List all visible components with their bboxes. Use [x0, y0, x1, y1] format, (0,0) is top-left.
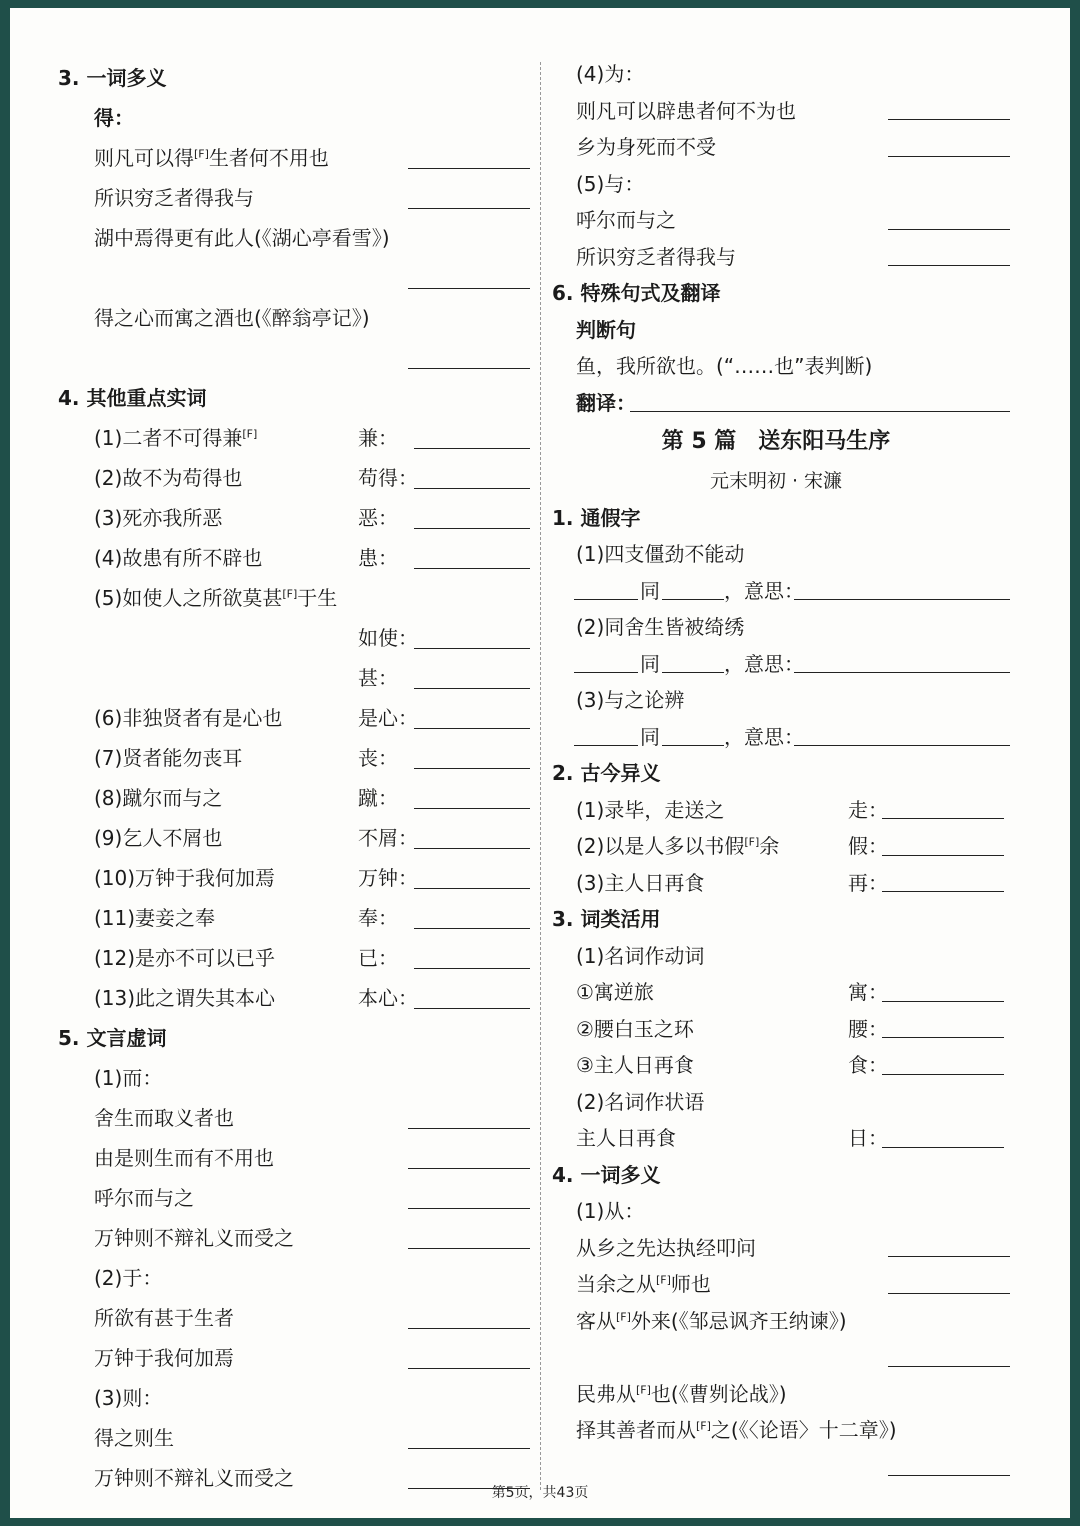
text-span: (3)主人日再食	[576, 870, 705, 895]
answer-blank[interactable]	[882, 1001, 1004, 1002]
footnote-mark: [F]	[242, 427, 258, 441]
question-row	[542, 1449, 1010, 1486]
text-span: 所识穷乏者得我与	[94, 186, 254, 210]
text-span: (4)故患有所不辟也	[94, 546, 263, 570]
text-span: 万钟：	[358, 866, 418, 890]
word-label: (4)为：	[576, 62, 645, 86]
text-span: 翻译：	[576, 390, 636, 415]
text-span: (5)如使人之所欲莫甚	[94, 586, 283, 610]
translate-row	[542, 385, 1010, 422]
answer-blank[interactable]	[882, 1147, 1004, 1148]
text-span: 乡为身死而不受	[576, 135, 716, 159]
vocab-row	[58, 498, 530, 538]
word-label: 得：	[94, 106, 134, 130]
text-span: 如使：	[358, 626, 418, 650]
answer-blank[interactable]	[882, 1074, 1004, 1075]
vocab-row	[58, 538, 530, 578]
text-span: 所识穷乏者得我与	[576, 244, 736, 269]
word-label: (5)与：	[576, 171, 645, 196]
vocab-row	[58, 898, 530, 938]
text-span: (3)死亦我所恶	[94, 506, 223, 530]
footnote-mark: [F]	[282, 587, 298, 601]
vocab-row	[58, 418, 530, 458]
question-row	[58, 1418, 530, 1458]
text-span: (9)乞人不屑也	[94, 826, 223, 850]
text-span: 食：	[848, 1053, 888, 1077]
section-title: 5. 文言虚词	[58, 1026, 167, 1050]
text-span: (2)故不为苟得也	[94, 466, 243, 490]
fill-row	[542, 719, 1010, 756]
answer-blank[interactable]	[794, 599, 1010, 600]
right-column	[542, 56, 1010, 1485]
word-label: (1)而：	[94, 1066, 163, 1090]
answer-blank[interactable]	[794, 672, 1010, 673]
footnote-mark: [F]	[744, 835, 760, 849]
text-span: 当余之从	[576, 1272, 656, 1296]
answer-blank[interactable]	[414, 928, 530, 929]
text-span: 苟得：	[358, 466, 418, 490]
section-title: 4. 其他重点实词	[58, 386, 207, 410]
vocab-row	[58, 618, 530, 658]
text-span: (1)二者不可得兼	[94, 426, 243, 450]
answer-blank[interactable]	[888, 1475, 1010, 1476]
text-span: (7)贤者能勿丧耳	[94, 746, 243, 770]
vocab-row	[58, 978, 530, 1018]
question-row: (1)四支僵劲不能动	[576, 542, 745, 566]
text-span: 寓：	[848, 980, 888, 1004]
question-row	[58, 1178, 530, 1218]
vocab-row	[58, 938, 530, 978]
answer-blank[interactable]	[408, 1328, 530, 1329]
answer-blank[interactable]	[414, 808, 530, 809]
text-span: 得之则生	[94, 1426, 174, 1450]
word-label: (2)于：	[94, 1266, 163, 1290]
footnote-mark: [F]	[656, 1273, 671, 1287]
text-span: (12)是亦不可以已乎	[94, 946, 276, 970]
question-row	[542, 1339, 1010, 1376]
text-span: (11)妻妾之奉	[94, 906, 216, 930]
text-span: (13)此之谓失其本心	[94, 986, 276, 1010]
text-span: 则凡可以辟患者何不为也	[576, 98, 796, 123]
text-span: 同	[640, 578, 660, 603]
question-row	[58, 338, 530, 378]
answer-blank[interactable]	[888, 1293, 1010, 1294]
text-span: 奉：	[358, 906, 398, 930]
text-span: 丧：	[358, 746, 398, 770]
answer-blank[interactable]	[414, 888, 530, 889]
example-sentence: 鱼，我所欲也。(“……也”表判断)	[576, 354, 873, 378]
text-span: 外来(《邹忌讽齐王纳谏》)	[630, 1308, 847, 1333]
text-span: (2)以是人多以书假	[576, 834, 745, 858]
left-column	[58, 58, 530, 1498]
text-span: 腰：	[848, 1016, 888, 1041]
question-row: (3)与之论辨	[576, 688, 685, 712]
text-span: 呼尔而与之	[94, 1186, 194, 1210]
text-span: 兼：	[358, 426, 398, 450]
column-divider	[540, 62, 541, 1490]
vocab-row	[58, 578, 530, 618]
text-span: 所欲有甚于生者	[94, 1306, 234, 1330]
answer-blank[interactable]	[408, 1168, 530, 1169]
answer-blank[interactable]	[414, 528, 530, 529]
answer-blank[interactable]	[574, 599, 638, 600]
text-span: 由是则生而有不用也	[94, 1146, 274, 1170]
answer-blank[interactable]	[408, 1448, 530, 1449]
answer-blank[interactable]	[414, 728, 530, 729]
answer-blank[interactable]	[794, 745, 1010, 746]
answer-blank[interactable]	[882, 818, 1004, 819]
question-row	[58, 1098, 530, 1138]
text-span: (10)万钟于我何加焉	[94, 866, 276, 890]
text-span: 择其善者而从	[576, 1418, 696, 1442]
text-span: 余	[759, 834, 780, 858]
subsection-title: (1)名词作动词	[576, 943, 705, 968]
text-span: 不屑：	[358, 826, 418, 850]
vocab-row	[58, 818, 530, 858]
text-span: 之(《〈论语〉十二章》)	[710, 1418, 897, 1442]
text-span: 也(《曹刿论战》)	[650, 1381, 787, 1406]
answer-blank[interactable]	[408, 288, 530, 289]
answer-blank[interactable]	[408, 1128, 530, 1129]
answer-blank[interactable]	[408, 208, 530, 209]
vocab-row	[542, 865, 1010, 902]
vocab-row	[542, 828, 1010, 865]
text-span: 日：	[848, 1126, 888, 1150]
answer-blank[interactable]	[574, 672, 638, 673]
text-span: 本心：	[358, 986, 418, 1010]
vocab-row	[58, 698, 530, 738]
footnote-mark: [F]	[616, 1309, 631, 1323]
question-row	[542, 1303, 1010, 1340]
answer-blank[interactable]	[882, 855, 1004, 856]
question-row	[542, 1376, 1010, 1413]
vocab-row	[58, 658, 530, 698]
text-span: 假：	[848, 834, 888, 858]
text-span: 客从	[576, 1308, 616, 1333]
text-span: ③主人日再食	[576, 1053, 694, 1077]
answer-blank[interactable]	[408, 1368, 530, 1369]
section-title: 6. 特殊句式及翻译	[552, 281, 721, 305]
text-span: 同	[640, 724, 660, 749]
text-span: ，意思：	[724, 578, 804, 603]
question-row	[58, 298, 530, 338]
question-row	[58, 1298, 530, 1338]
text-span: 从乡之先达执经叩问	[576, 1235, 756, 1260]
answer-blank[interactable]	[888, 229, 1010, 230]
answer-blank[interactable]	[408, 1248, 530, 1249]
vocab-row	[58, 738, 530, 778]
question-row	[58, 178, 530, 218]
text-span: 再：	[848, 870, 888, 895]
question-row	[58, 1338, 530, 1378]
question-row	[58, 138, 530, 178]
vocab-row	[542, 792, 1010, 829]
text-span: 舍生而取义者也	[94, 1106, 234, 1130]
word-label: (3)则：	[94, 1386, 163, 1410]
text-span: ②腰白玉之环	[576, 1016, 694, 1041]
answer-blank[interactable]	[888, 1256, 1010, 1257]
answer-blank[interactable]	[888, 119, 1010, 120]
answer-blank[interactable]	[408, 168, 530, 169]
text-span: 则凡可以得	[94, 146, 194, 170]
page-number: 第5页，共43页	[491, 1485, 589, 1501]
text-span: 民弗从	[576, 1381, 636, 1406]
question-row	[58, 258, 530, 298]
answer-blank[interactable]	[662, 745, 724, 746]
fill-row	[542, 646, 1010, 683]
text-span: ①寓逆旅	[576, 980, 654, 1004]
answer-blank[interactable]	[888, 1366, 1010, 1367]
text-span: 呼尔而与之	[576, 208, 676, 232]
answer-blank[interactable]	[414, 688, 530, 689]
text-span: (6)非独贤者有是心也	[94, 706, 283, 730]
answer-blank[interactable]	[408, 1208, 530, 1209]
question-row	[58, 1218, 530, 1258]
vocab-row	[58, 458, 530, 498]
subsection-title: 判断句	[576, 317, 636, 342]
text-span: 万钟于我何加焉	[94, 1346, 234, 1370]
text-span: 已：	[358, 946, 398, 970]
answer-blank[interactable]	[662, 599, 724, 600]
answer-blank[interactable]	[888, 265, 1010, 266]
vocab-row	[542, 1011, 1010, 1048]
text-span: 于生	[297, 586, 338, 610]
answer-blank[interactable]	[408, 368, 530, 369]
answer-blank[interactable]	[882, 1037, 1004, 1038]
question-row	[542, 202, 1010, 239]
answer-blank[interactable]	[882, 891, 1004, 892]
translate-blank[interactable]	[630, 411, 1010, 412]
answer-blank[interactable]	[414, 1008, 530, 1009]
question-row	[542, 1412, 1010, 1449]
answer-blank[interactable]	[414, 848, 530, 849]
word-label: (1)从：	[576, 1199, 645, 1223]
footnote-mark: [F]	[636, 1382, 651, 1396]
answer-blank[interactable]	[414, 648, 530, 649]
answer-blank[interactable]	[574, 745, 638, 746]
fill-row	[542, 573, 1010, 610]
vocab-row	[58, 778, 530, 818]
text-span: (1)录毕，走送之	[576, 797, 725, 822]
question-row	[58, 1138, 530, 1178]
section-title: 2. 古今异义	[552, 761, 661, 785]
text-span: 万钟则不辩礼义而受之	[94, 1226, 294, 1250]
article-title: 第 5 篇 送东阳马生序	[661, 429, 891, 454]
question-row	[58, 218, 530, 258]
subsection-title: (2)名词作状语	[576, 1089, 705, 1114]
text-span: 万钟则不辩礼义而受之	[94, 1466, 294, 1490]
article-author: 元末明初 · 宋濂	[709, 470, 843, 492]
section-title: 4. 一词多义	[552, 1162, 661, 1187]
vocab-row	[542, 1047, 1010, 1084]
answer-blank[interactable]	[414, 768, 530, 769]
question-row: (2)同舍生皆被绮绣	[576, 615, 745, 639]
vocab-row	[542, 1120, 1010, 1157]
section-title: 3. 词类活用	[552, 907, 661, 931]
text-span: 走：	[848, 797, 888, 822]
section-title: 3. 一词多义	[58, 66, 167, 90]
answer-blank[interactable]	[414, 488, 530, 489]
section-title: 1. 通假字	[552, 505, 641, 530]
question-row	[542, 1266, 1010, 1303]
vocab-row	[58, 858, 530, 898]
footnote-mark: [F]	[696, 1419, 711, 1433]
text-span: ，意思：	[724, 651, 804, 676]
text-span: 生者何不用也	[208, 146, 329, 170]
text-span: 得之心而寓之酒也(《醉翁亭记》)	[94, 306, 370, 330]
text-span: 是心：	[358, 706, 418, 730]
text-span: 甚：	[358, 666, 398, 690]
question-row	[542, 239, 1010, 276]
answer-blank[interactable]	[414, 568, 530, 569]
vocab-row	[542, 974, 1010, 1011]
question-row	[542, 129, 1010, 166]
text-span: 同	[640, 651, 660, 676]
question-row	[542, 93, 1010, 130]
question-row	[542, 1230, 1010, 1267]
text-span: 恶：	[358, 506, 398, 530]
text-span: 主人日再食	[576, 1126, 676, 1150]
answer-blank[interactable]	[414, 448, 530, 449]
text-span: 蹴：	[358, 786, 398, 810]
answer-blank[interactable]	[662, 672, 724, 673]
text-span: 湖中焉得更有此人(《湖心亭看雪》)	[94, 226, 390, 250]
text-span: 师也	[670, 1272, 711, 1296]
footnote-mark: [F]	[194, 147, 209, 161]
text-span: (8)蹴尔而与之	[94, 786, 223, 810]
text-span: 患：	[358, 546, 398, 570]
answer-blank[interactable]	[888, 156, 1010, 157]
text-span: ，意思：	[724, 724, 804, 749]
answer-blank[interactable]	[414, 968, 530, 969]
